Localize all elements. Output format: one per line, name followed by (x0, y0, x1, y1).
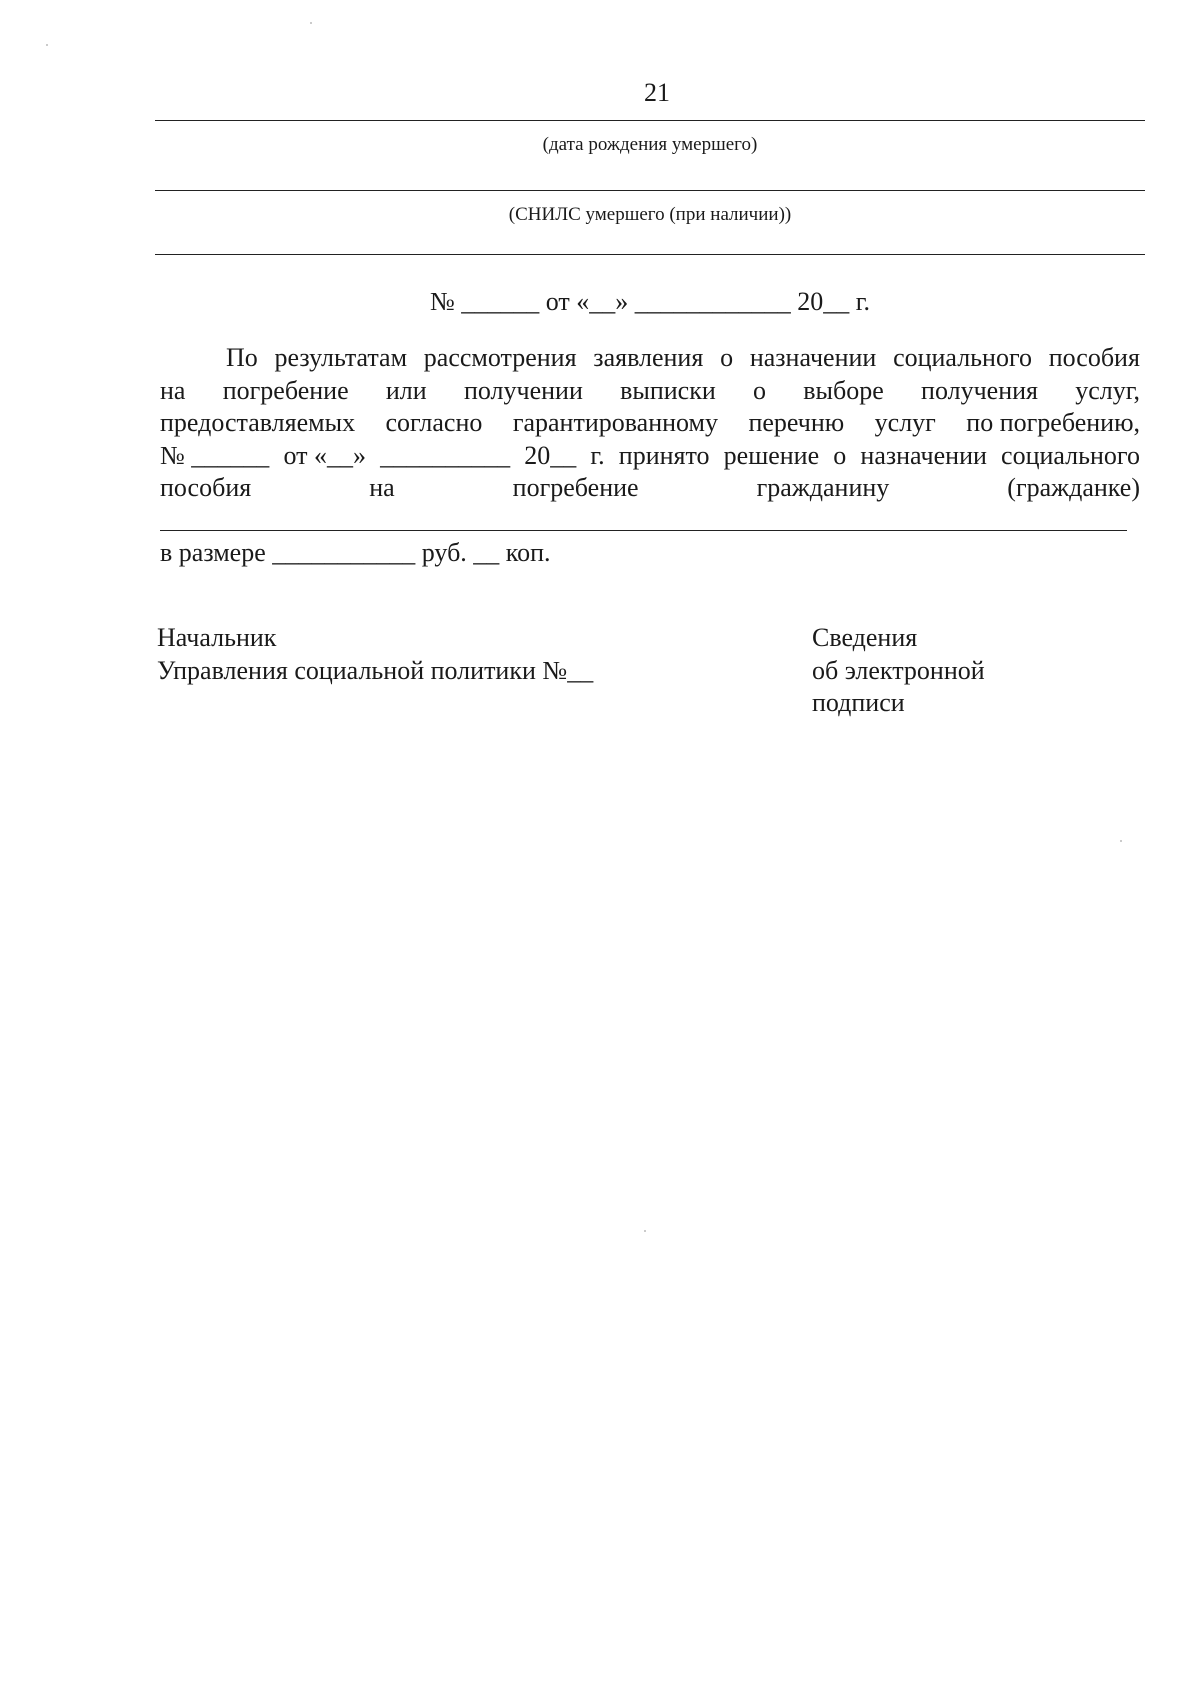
recipient-name-field-line (160, 530, 1127, 531)
signer-block (157, 622, 593, 687)
word: 20__ (524, 440, 577, 470)
word: от «__» (283, 440, 366, 470)
section-divider-line (155, 254, 1145, 255)
word: социального (893, 343, 1032, 372)
word: на (160, 375, 186, 405)
benefit-amount-line: в размере ___________ руб. __ коп. (160, 538, 551, 567)
scan-speck (644, 1230, 646, 1232)
word: выписки (620, 375, 716, 405)
decision-paragraph (160, 342, 1140, 505)
word: предоставляемых (160, 408, 356, 437)
word: рассмотрения (423, 343, 577, 372)
word: на (369, 473, 395, 502)
word: выборе (803, 375, 884, 405)
page-number: 21 (644, 78, 670, 107)
document-number-line: № ______ от «__» ____________ 20__ г. (429, 287, 871, 316)
paragraph-line-2 (160, 375, 1140, 408)
word: __________ (380, 440, 511, 470)
word: пособия (160, 473, 252, 502)
signer-title: Начальник (157, 623, 277, 652)
word: согласно (385, 408, 483, 437)
word: По (226, 343, 258, 372)
scan-speck (46, 44, 48, 46)
esign-line-3: подписи (812, 688, 905, 717)
scan-speck (310, 22, 312, 24)
esign-line-2: об электронной (812, 655, 985, 685)
snils-field-line (155, 190, 1145, 191)
word: погребение (222, 375, 349, 405)
word: № ______ (160, 440, 270, 470)
word: гражданину (756, 473, 890, 502)
word: гарантированному (512, 408, 719, 437)
word: получении (463, 375, 583, 405)
scan-speck (1120, 840, 1122, 842)
electronic-signature-block (812, 622, 985, 720)
word: социального (1001, 440, 1140, 470)
word: заявления (593, 343, 704, 372)
word: назначении (860, 440, 987, 470)
word: назначении (749, 343, 877, 372)
word: пособия (1048, 343, 1140, 372)
word: или (385, 375, 427, 405)
word: о (720, 343, 734, 372)
word: о (833, 440, 847, 470)
word: перечню (748, 408, 845, 437)
word: (гражданке) (1007, 473, 1140, 502)
word: услуг (874, 408, 936, 437)
word: результатам (274, 343, 408, 372)
word: получения (921, 375, 1038, 405)
signer-department: Управления социальной политики №__ (157, 655, 594, 685)
snils-caption: (СНИЛС умершего (при наличии)) (508, 204, 792, 225)
birth-date-caption: (дата рождения умершего) (542, 134, 758, 155)
word: о (753, 375, 767, 405)
word: решение (723, 440, 820, 470)
word: погребение (512, 473, 639, 502)
word: услуг, (1075, 375, 1140, 405)
paragraph-line-3 (160, 407, 1140, 440)
paragraph-line-4 (160, 440, 1140, 473)
paragraph-line-1 (160, 342, 1140, 375)
paragraph-line-5 (160, 472, 1140, 505)
word: принято (618, 440, 710, 470)
esign-line-1: Сведения (812, 623, 918, 652)
word: г. (590, 440, 605, 470)
word: по погребению, (966, 408, 1140, 437)
birth-date-field-line (155, 120, 1145, 121)
